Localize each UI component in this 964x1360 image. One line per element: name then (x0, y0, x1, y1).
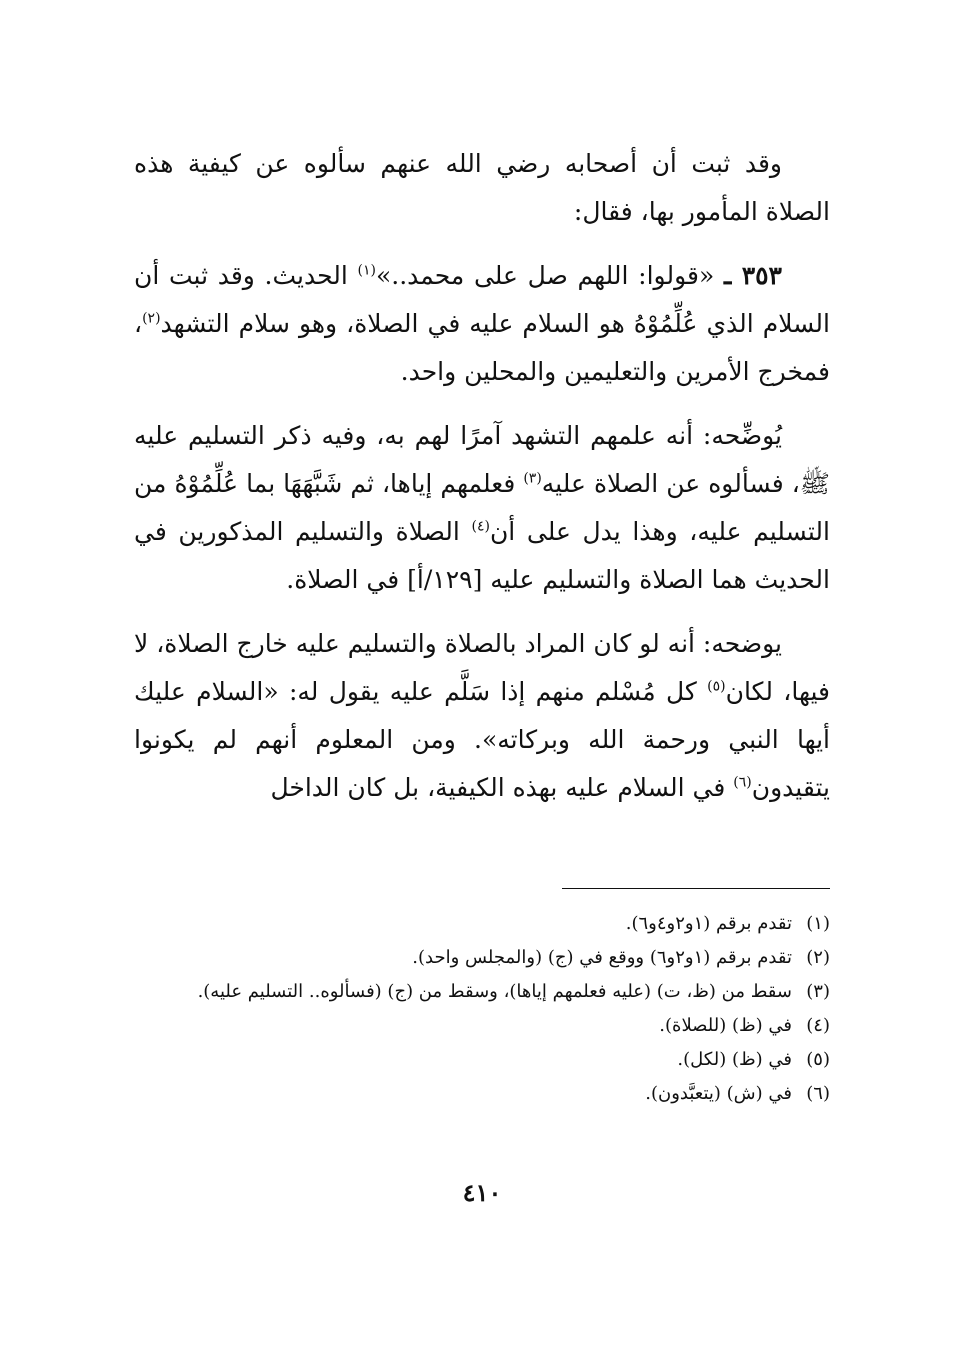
footnote-number: (٤) (806, 1015, 830, 1036)
paragraph-3-text-1: يُوضِّحه: أنه علمهم التشهد آمرًا لهم به، وفيه ذكر التسليم عليه ﷺ، فسألوه عن الصلاة عليه (134, 421, 830, 498)
main-text (134, 140, 830, 828)
paragraph-2 (134, 252, 830, 396)
footnote-number: (٦) (806, 1083, 830, 1104)
footnote (134, 1044, 830, 1076)
hadith-number: ٣٥٣ ـ (723, 261, 782, 290)
paragraph-4 (134, 620, 830, 812)
footnote (134, 942, 830, 974)
footnote (134, 976, 830, 1008)
paragraph-4-text-2: كل مُسْلم منهم إذا سَلَّم عليه يقول له: «السلام عليك أيها النبي ورحمة الله وبركاته». ومن المعلوم أنهم لم يكونوا يتقيدون (134, 677, 830, 802)
footnote-separator (562, 888, 830, 889)
paragraph-3-text-3: الصلاة والتسليم المذكورين في الحديث هما الصلاة والتسليم عليه [١٢٩/أ] في الصلاة. (134, 517, 830, 594)
paragraph-3 (134, 412, 830, 604)
footnote-number: (٥) (806, 1049, 830, 1070)
footnote-text: في (ش) (يتعبَّدون). (645, 1083, 792, 1104)
footnote-ref-6: (٦) (733, 774, 752, 791)
footnote (134, 1078, 830, 1110)
footnote-ref-2: (٢) (142, 310, 161, 327)
footnote-ref-1: (١) (357, 262, 376, 279)
footnotes (134, 906, 830, 1112)
paragraph-4-text-3: في السلام عليه بهذه الكيفية، بل كان الداخل (270, 773, 734, 802)
page-number: ٤١٠ (462, 1178, 502, 1207)
paragraph-2-text-1: «قولوا: اللهم صل على محمد..» (375, 261, 715, 290)
footnote (134, 1010, 830, 1042)
paragraph-4-text-1: يوضحه: أنه لو كان المراد بالصلاة والتسليم عليه خارج الصلاة، لا فيها، لكان (134, 629, 830, 706)
footnote-ref-5: (٥) (707, 678, 726, 695)
paragraph-2-text-2: الحديث. وقد ثبت أن السلام الذي عُلِّمُوْهُ هو السلام عليه في الصلاة، وهو سلام التشهد (134, 261, 830, 338)
footnote-ref-4: (٤) (471, 518, 490, 535)
paragraph-1: وقد ثبت أن أصحابه رضي الله عنهم سألوه عن كيفية هذه الصلاة المأمور بها، فقال: (134, 149, 830, 226)
footnote (134, 908, 830, 940)
footnote-text: تقدم برقم (١و٢و٦) ووقع في (ج) (والمجلس واحد). (412, 947, 792, 968)
footnote-number: (٢) (806, 947, 830, 968)
footnote-number: (١) (806, 913, 830, 934)
footnote-text: في (ظ) (لكل). (677, 1049, 792, 1070)
footnote-text: سقط من (ظ، ت) (عليه فعلمهم إياها)، وسقط من (ج) (فسألوه.. التسليم عليه). (197, 981, 792, 1002)
footnote-ref-3: (٣) (523, 470, 542, 487)
footnote-number: (٣) (806, 981, 830, 1002)
paragraph-2-text-3: ، فمخرج الأمرين والتعليمين والمحلين واحد. (134, 309, 830, 386)
footnote-text: في (ظ) (للصلاة). (659, 1015, 792, 1036)
paragraph-3-text-2: فعلمهم إياها، ثم شَبَّهَهَا بما عُلِّمُوْهُ من التسليم عليه، وهذا يدل على أن (134, 469, 830, 546)
footnote-text: تقدم برقم (١و٢و٤و٦). (625, 913, 792, 934)
